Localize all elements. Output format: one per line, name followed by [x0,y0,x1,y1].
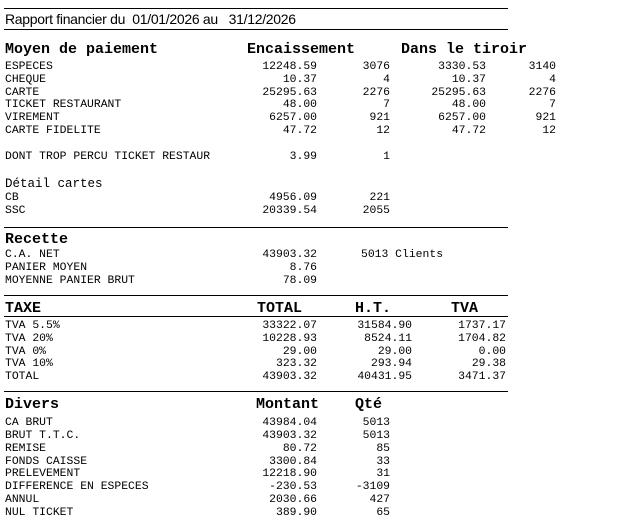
taxe-header-ht: H.T. [355,300,392,317]
ca-net-amount: 43903.32 [262,249,317,261]
payment-amount: 10.37 [282,74,317,86]
payment-count: 921 [369,112,390,124]
divers-header-montant: Montant [256,396,320,413]
cards-section-title: Détail cartes [5,177,103,191]
taxe-rule-top [4,295,508,296]
tiroir-header: Dans le tiroir [401,41,528,58]
divers-amount: -230.53 [269,481,317,493]
divers-label: REMISE [5,443,47,455]
tiroir-amount: 47.72 [451,125,486,137]
encaissement-header: Encaissement [247,41,356,58]
tiroir-amount: 3330.53 [438,61,486,73]
taxe-header-tva: TVA [451,300,479,317]
report-title: Rapport financier du 01/01/2026 au 31/12/2026 [5,11,296,27]
taxe-tva: 29.38 [471,358,506,370]
payment-amount: 47.72 [282,125,317,137]
tiroir-amount: 10.37 [451,74,486,86]
taxe-label: TVA 0% [5,346,47,358]
divers-qty: 85 [376,443,390,455]
tiroir-amount: 6257.00 [438,112,486,124]
card-amount: 20339.54 [262,205,317,217]
divers-label: CA BRUT [5,417,53,429]
divers-amount: 2030.66 [269,494,317,506]
divers-qty: -3109 [355,481,390,493]
payment-count: 2276 [362,87,390,99]
divers-amount: 12218.90 [262,468,317,480]
divers-label: DIFFERENCE EN ESPECES [5,481,149,493]
panier-moyen-amount: 8.76 [289,262,317,274]
divers-label: FONDS CAISSE [5,456,88,468]
tiroir-count: 921 [535,112,556,124]
tiroir-count: 2276 [528,87,556,99]
ca-net-clients: 5013 Clients [361,249,444,261]
tiroir-count: 3140 [528,61,556,73]
taxe-total: 29.00 [282,346,317,358]
divers-qty: 5013 [362,430,390,442]
taxe-label: TVA 5.5% [5,320,60,332]
divers-amount: 43984.04 [262,417,317,429]
taxe-ht: 293.94 [370,358,412,370]
taxe-tva: 3471.37 [458,371,506,383]
divers-amount: 389.90 [275,507,317,519]
taxe-tva: 1704.82 [458,333,506,345]
card-label: SSC [5,205,26,217]
top-rule [4,8,508,9]
divers-qty: 5013 [362,417,390,429]
payment-label: ESPECES [5,61,53,73]
taxe-rule-bottom [4,316,508,317]
overpaid-count: 1 [383,151,390,163]
payment-label: TICKET RESTAURANT [5,99,122,111]
payment-label: VIREMENT [5,112,60,124]
divers-label: PRELEVEMENT [5,468,81,480]
tiroir-count: 4 [549,74,556,86]
taxe-total: 10228.93 [262,333,317,345]
divers-amount: 3300.84 [269,456,317,468]
divers-amount: 80.72 [282,443,317,455]
tiroir-count: 7 [549,99,556,111]
taxe-ht: 40431.95 [357,371,412,383]
taxe-total: 33322.07 [262,320,317,332]
taxe-ht: 8524.11 [364,333,412,345]
divers-amount: 43903.32 [262,430,317,442]
divers-rule [4,391,508,392]
payment-section-title: Moyen de paiement [5,41,159,58]
panier-brut-amount: 78.09 [282,275,317,287]
overpaid-amount: 3.99 [289,151,317,163]
taxe-label: TVA 10% [5,358,53,370]
payment-count: 12 [376,125,390,137]
recette-rule [4,227,508,228]
taxe-label: TOTAL [5,371,40,383]
payment-count: 3076 [362,61,390,73]
ca-net-label: C.A. NET [5,249,60,261]
taxe-tva: 0.00 [478,346,506,358]
payment-amount: 12248.59 [262,61,317,73]
title-rule [4,29,508,30]
payment-amount: 48.00 [282,99,317,111]
payment-label: CHEQUE [5,74,47,86]
tiroir-amount: 25295.63 [431,87,486,99]
divers-label: ANNUL [5,494,40,506]
taxe-header-label: TAXE [5,300,42,317]
divers-label: NUL TICKET [5,507,74,519]
taxe-label: TVA 20% [5,333,53,345]
panier-brut-label: MOYENNE PANIER BRUT [5,275,135,287]
card-amount: 4956.09 [269,192,317,204]
divers-qty: 33 [376,456,390,468]
recette-section-title: Recette [5,231,69,248]
tiroir-amount: 48.00 [451,99,486,111]
payment-amount: 6257.00 [269,112,317,124]
divers-label: BRUT T.T.C. [5,430,81,442]
taxe-header-total: TOTAL [257,300,303,317]
payment-amount: 25295.63 [262,87,317,99]
card-count: 2055 [362,205,390,217]
divers-header-qte: Qté [355,396,383,413]
taxe-ht: 29.00 [377,346,412,358]
taxe-ht: 31584.90 [357,320,412,332]
divers-qty: 31 [376,468,390,480]
taxe-total: 43903.32 [262,371,317,383]
divers-qty: 427 [369,494,390,506]
taxe-total: 323.32 [275,358,317,370]
tiroir-count: 12 [542,125,556,137]
payment-count: 7 [383,99,390,111]
payment-label: CARTE FIDELITE [5,125,101,137]
panier-moyen-label: PANIER MOYEN [5,262,88,274]
taxe-tva: 1737.17 [458,320,506,332]
divers-header-label: Divers [5,396,60,413]
card-count: 221 [369,192,390,204]
overpaid-label: DONT TROP PERCU TICKET RESTAUR [5,151,211,163]
divers-qty: 65 [376,507,390,519]
payment-count: 4 [383,74,390,86]
card-label: CB [5,192,19,204]
payment-label: CARTE [5,87,40,99]
